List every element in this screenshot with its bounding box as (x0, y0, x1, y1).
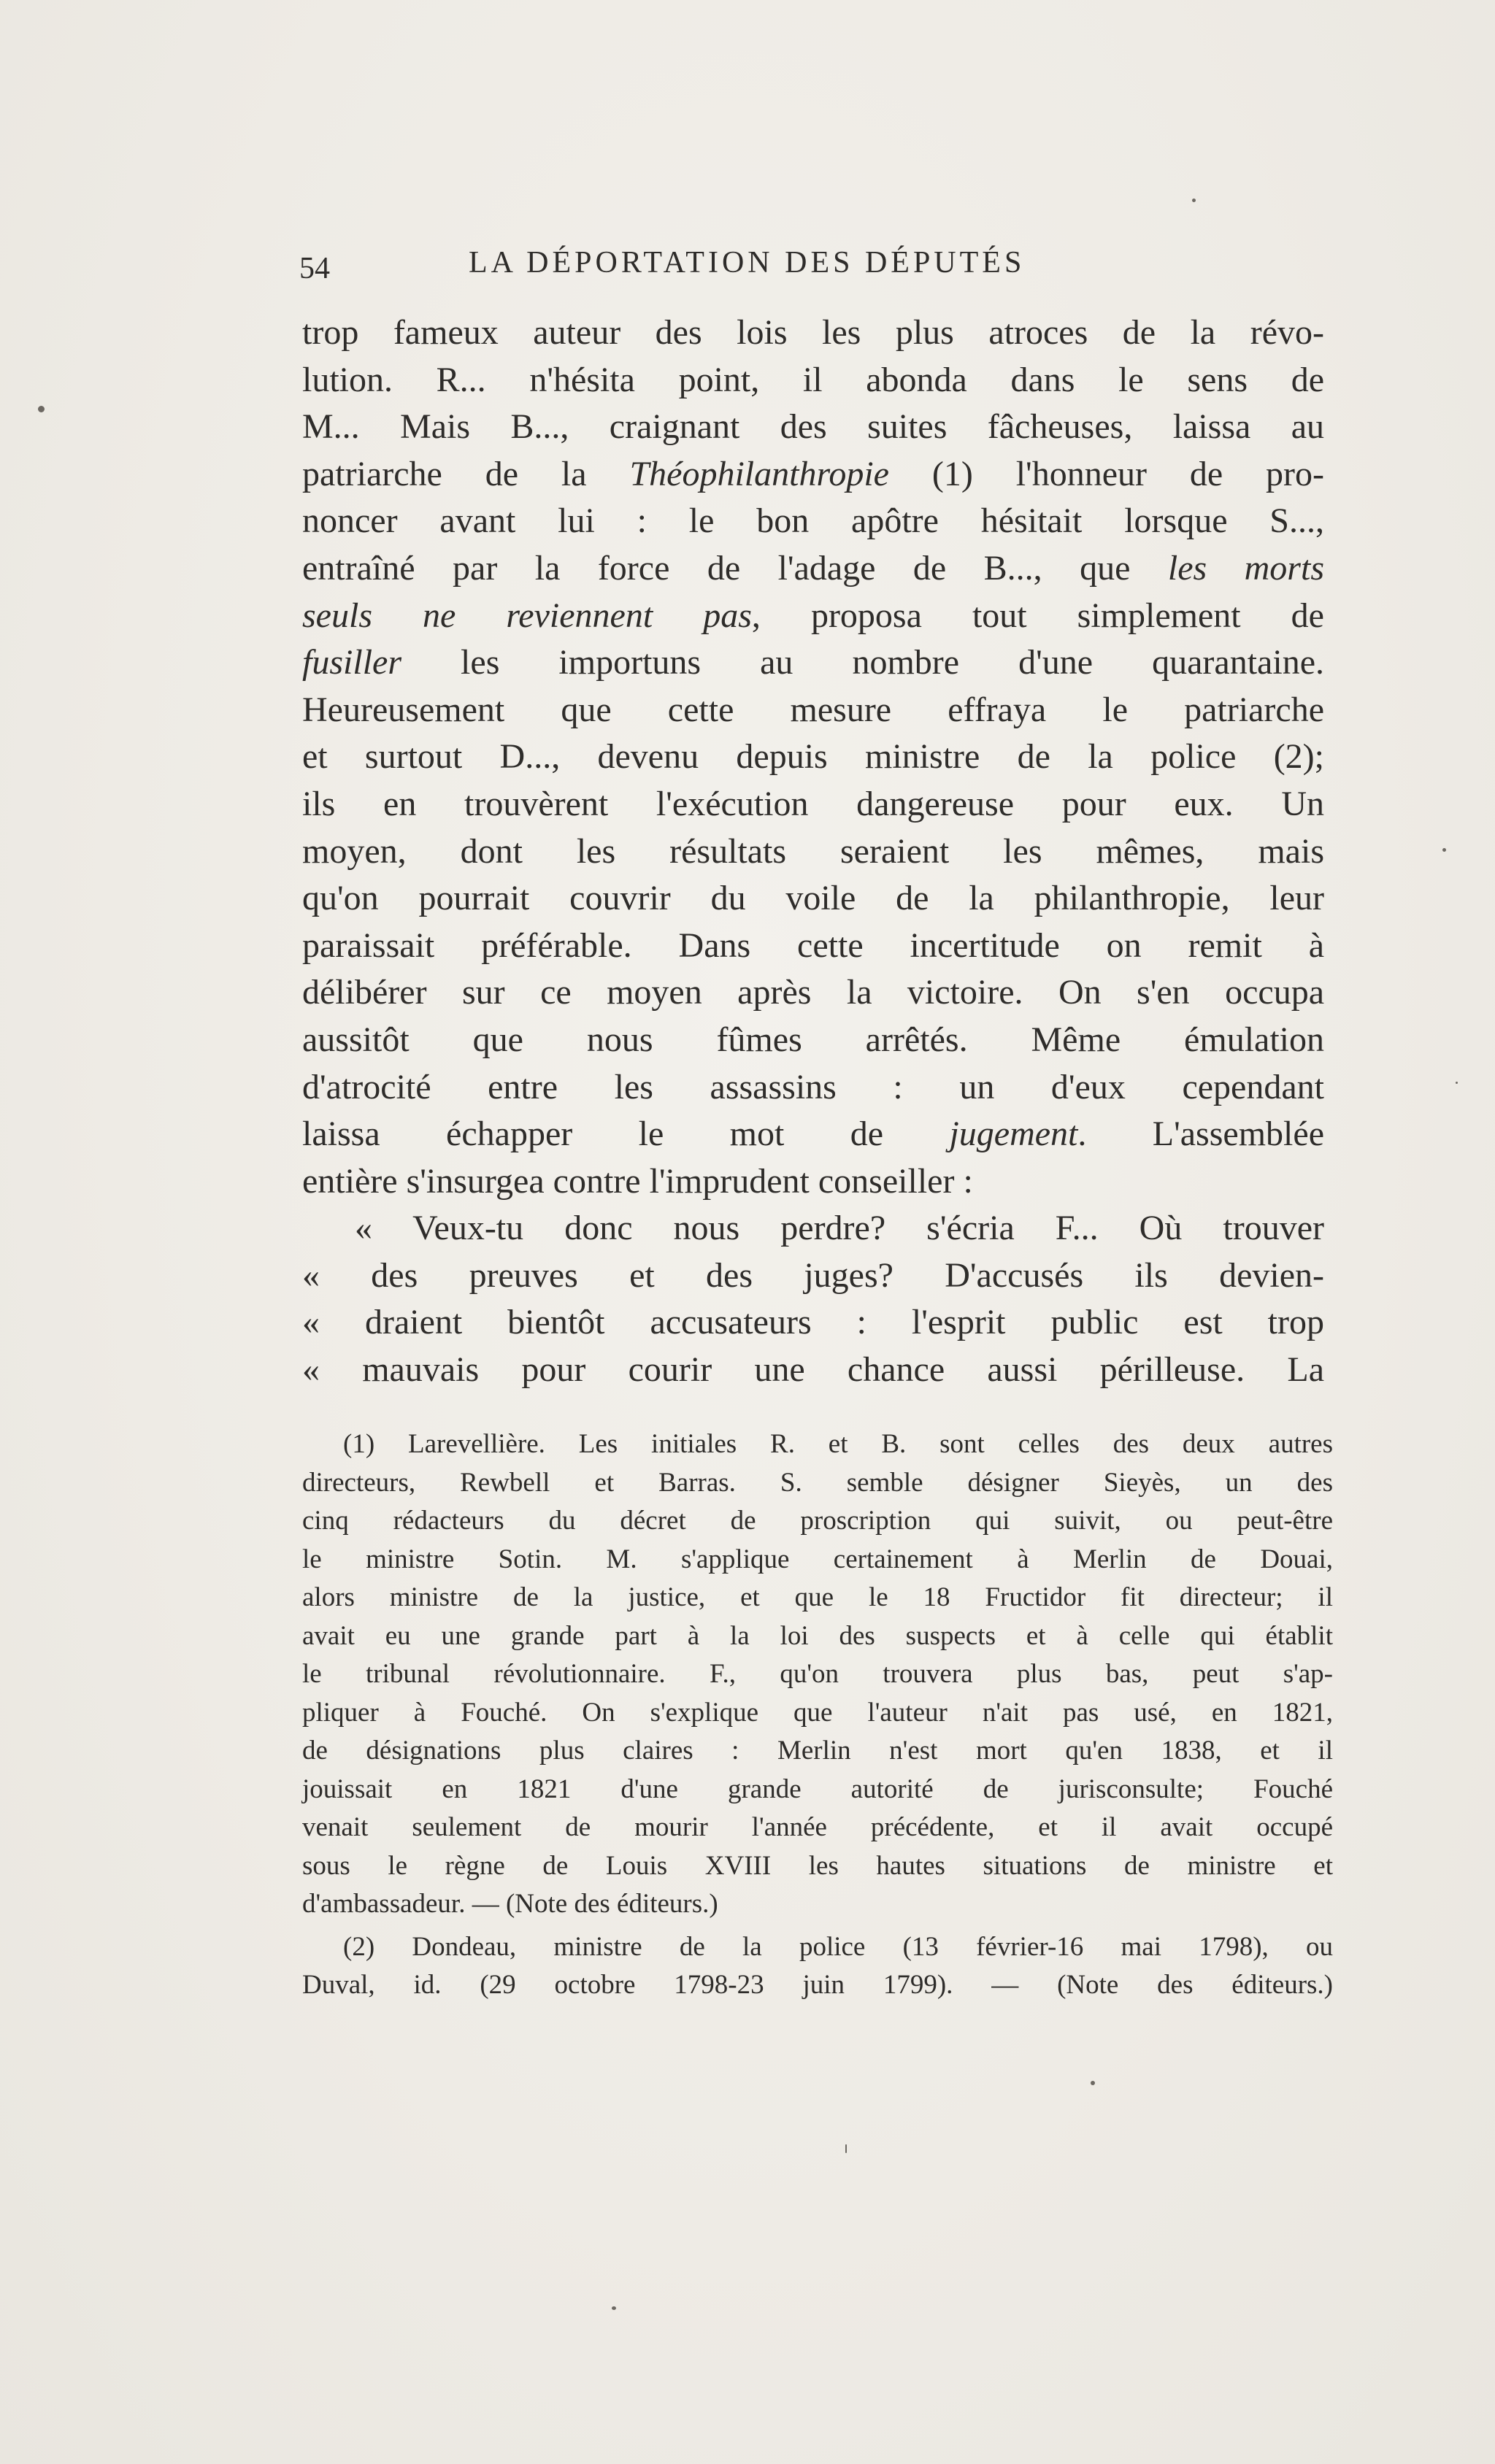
footnote-1-line-6: avait eu une grande part à la loi des suspects et à celle qui établit (302, 1620, 1333, 1651)
italic-seuls-ne-reviennent-pas: seuls ne reviennent pas (302, 596, 752, 635)
italic-jugement: jugement (949, 1114, 1078, 1154)
footnote-1-line-10: jouissait en 1821 d'une grande autorité de jurisconsulte; Fouché (302, 1774, 1333, 1804)
body-line-13: qu'on pourrait couvrir du voile de la philanthropie, leur (302, 879, 1324, 918)
footnotes (302, 1425, 1333, 2005)
footnote-1-line-11: venait seulement de mourir l'année précédente, et il avait occupé (302, 1812, 1333, 1842)
footnote-1-line-9: de désignations plus claires : Merlin n'est mort qu'en 1838, et il (302, 1736, 1333, 1766)
footnote-1-line-1: (1) Larevellière. Les initiales R. et B. sont celles des deux autres (343, 1429, 1333, 1459)
body-line-23: « mauvais pour courir une chance aussi périlleuse. La (302, 1350, 1324, 1390)
body-line-5: noncer avant lui : le bon apôtre hésitait lorsque S..., (302, 501, 1324, 541)
body-line-17: d'atrocité entre les assassins : un d'eux cependant (302, 1067, 1324, 1106)
body-line-6: entraîné par la force de l'adage de B..., que les morts (302, 548, 1324, 588)
body-line-21: « des preuves et des juges? D'accusés ils devien- (302, 1255, 1324, 1295)
body-line-8: fusiller les importuns au nombre d'une quarantaine. (302, 643, 1324, 682)
paper-speck (845, 2144, 847, 2153)
body-line-12: moyen, dont les résultats seraient les mêmes, mais (302, 831, 1324, 871)
paper-speck (38, 406, 45, 412)
body-line-20: « Veux-tu donc nous perdre? s'écria F... Où trouver (355, 1209, 1324, 1248)
footnote-1-line-5: alors ministre de la justice, et que le 18 Fructidor fit directeur; il (302, 1582, 1333, 1612)
body-line-19: entière s'insurgea contre l'imprudent conseiller : (302, 1161, 973, 1201)
body-line-11: ils en trouvèrent l'exécution dangereuse pour eux. Un (302, 784, 1324, 823)
body-line-15: délibérer sur ce moyen après la victoire. On s'en occupa (302, 973, 1324, 1012)
footnote-1-line-8: pliquer à Fouché. On s'explique que l'auteur n'ait pas usé, en 1821, (302, 1697, 1333, 1728)
body-line-22: « draient bientôt accusateurs : l'esprit public est trop (302, 1303, 1324, 1342)
running-title: LA DÉPORTATION DES DÉPUTÉS (469, 246, 1026, 280)
footnote-1-line-3: cinq rédacteurs du décret de proscription qui suivit, ou peut-être (302, 1506, 1333, 1536)
paper-speck (1442, 848, 1446, 852)
body-line-1: trop fameux auteur des lois les plus atroces de la révo- (302, 313, 1324, 352)
body-line-10: et surtout D..., devenu depuis ministre de la police (2); (302, 737, 1324, 777)
footnote-1-line-7: le tribunal révolutionnaire. F., qu'on trouvera plus bas, peut s'ap- (302, 1659, 1333, 1689)
footnote-1-line-13: d'ambassadeur. — (Note des éditeurs.) (302, 1889, 718, 1919)
body-line-18: laissa échapper le mot de jugement. L'assemblée (302, 1114, 1325, 1154)
page-number: 54 (299, 252, 330, 285)
body-line-16: aussitôt que nous fûmes arrêtés. Même émulation (302, 1020, 1324, 1059)
italic-fusiller: fusiller (302, 643, 402, 682)
italic-theophilanthropie: Théophilanthropie (629, 454, 889, 493)
body-line-3: M... Mais B..., craignant des suites fâcheuses, laissa au (302, 407, 1324, 447)
page-header (299, 245, 1336, 289)
paper-speck (1192, 199, 1196, 202)
footnote-1-line-12: sous le règne de Louis XVIII les hautes situations de ministre et (302, 1850, 1333, 1881)
paper-speck (1091, 2081, 1095, 2085)
footnote-1-line-2: directeurs, Rewbell et Barras. S. semble désigner Sieyès, un des (302, 1467, 1333, 1498)
paper-speck (612, 2306, 616, 2310)
body-line-9: Heureusement que cette mesure effraya le patriarche (302, 690, 1324, 729)
body-line-7: seuls ne reviennent pas, proposa tout simplement de (302, 596, 1324, 635)
paper-speck (1456, 1082, 1458, 1084)
body-line-4: patriarche de la Théophilanthropie (1) l'honneur de pro- (302, 454, 1324, 493)
footnote-2-line-2: Duval, id. (29 octobre 1798-23 juin 1799). — (Note des éditeurs.) (302, 1970, 1333, 2000)
footnote-1-line-4: le ministre Sotin. M. s'applique certainement à Merlin de Douai, (302, 1544, 1333, 1574)
italic-les-morts: les morts (1167, 548, 1324, 588)
body-line-2: lution. R... n'hésita point, il abonda dans le sens de (302, 360, 1324, 399)
body-line-14: paraissait préférable. Dans cette incertitude on remit à (302, 925, 1324, 965)
body-text (302, 309, 1324, 1394)
footnote-2-line-1: (2) Dondeau, ministre de la police (13 février-16 mai 1798), ou (343, 1931, 1333, 1962)
